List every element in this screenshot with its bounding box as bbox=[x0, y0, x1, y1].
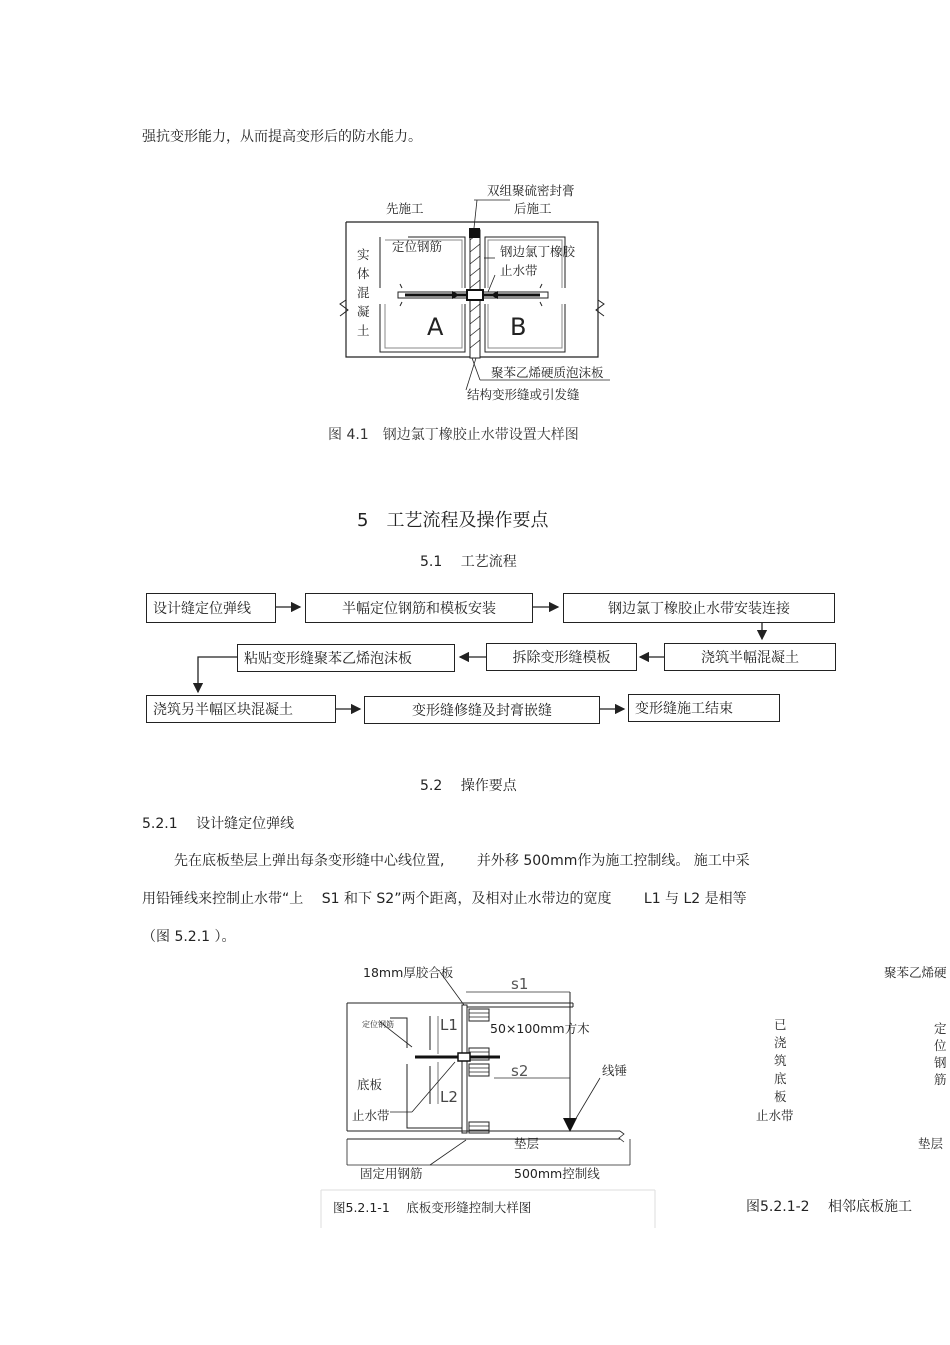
fig522-positioning-char: 位 bbox=[934, 1038, 947, 1053]
fig521-cushion-label: 垫层 bbox=[514, 1136, 540, 1151]
flow-step-1: 设计缝定位弹线 bbox=[146, 593, 276, 623]
flow-step-4: 浇筑半幅混凝土 bbox=[664, 643, 836, 671]
fig522-positioning-char: 定 bbox=[934, 1021, 947, 1036]
paragraph-line-3: （图 5.2.1 ）。 bbox=[142, 929, 236, 945]
fig522-positioning-char: 钢 bbox=[934, 1055, 947, 1070]
fig521-timber-label: 50×100mm方木 bbox=[490, 1021, 590, 1036]
flow-step-3: 钢边氯丁橡胶止水带安装连接 bbox=[563, 593, 835, 623]
fig41-section-b-label: B bbox=[510, 313, 527, 341]
fig41-section-a-label: A bbox=[427, 313, 444, 341]
intro-text: 强抗变形能力，从而提高变形后的防水能力。 bbox=[142, 129, 422, 145]
flow-step-6: 粘贴变形缝聚苯乙烯泡沫板 bbox=[237, 644, 455, 672]
fig521-fix-bar-label: 固定用钢筋 bbox=[360, 1166, 423, 1181]
fig41-double-seal-label: 双组聚硫密封膏 bbox=[487, 183, 575, 198]
fig521-l1-label: L1 bbox=[440, 1016, 458, 1034]
fig522-caption: 图5.2.1-2 相邻底板施工 bbox=[746, 1199, 913, 1215]
fig522-poured-char: 筑 bbox=[774, 1053, 787, 1068]
paragraph-line-1: 先在底板垫层上弹出每条变形缝中心线位置, 并外移 500mm作为施工控制线。 施工中采 bbox=[174, 853, 750, 869]
section-5-2-title: 5.2 操作要点 bbox=[420, 778, 517, 794]
fig522-waterstop-label: 止水带 bbox=[756, 1108, 794, 1123]
fig521-base-label: 底板 bbox=[357, 1077, 383, 1092]
fig521-waterstop-label: 止水带 bbox=[352, 1108, 390, 1123]
fig41-caption: 图 4.1 钢边氯丁橡胶止水带设置大样图 bbox=[328, 427, 579, 443]
fig41-foam-label: 聚苯乙烯硬质泡沫板 bbox=[491, 365, 604, 380]
fig41-waterstop-label-2: 止水带 bbox=[500, 263, 538, 278]
fig41-solid-concrete-char: 凝 bbox=[357, 304, 370, 319]
fig521-caption: 图5.2.1-1 底板变形缝控制大样图 bbox=[333, 1200, 532, 1215]
fig522-poured-char: 底 bbox=[774, 1071, 787, 1086]
section-5-title: 5 工艺流程及操作要点 bbox=[357, 510, 549, 531]
flow-step-7: 浇筑另半幅区块混凝土 bbox=[146, 695, 336, 723]
fig521-plywood-label: 18mm厚胶合板 bbox=[363, 965, 454, 980]
fig521-s2-label: s2 bbox=[511, 1062, 529, 1080]
flow-step-9: 变形缝施工结束 bbox=[628, 694, 780, 722]
flow-step-8: 变形缝修缝及封膏嵌缝 bbox=[364, 696, 600, 724]
fig521-plumb-label: 线锤 bbox=[602, 1063, 628, 1078]
fig41-later-label: 后施工 bbox=[514, 201, 552, 216]
fig522-poured-char: 板 bbox=[774, 1089, 787, 1104]
fig41-joint-label: 结构变形缝或引发缝 bbox=[467, 387, 580, 402]
fig521-positioning-bar-label: 定位钢筋 bbox=[362, 1020, 394, 1029]
fig41-solid-concrete-char: 土 bbox=[357, 323, 370, 338]
fig521-l2-label: L2 bbox=[440, 1088, 458, 1106]
fig41-solid-concrete-char: 实 bbox=[357, 247, 370, 262]
fig41-positioning-bar-label: 定位钢筋 bbox=[392, 239, 443, 254]
flow-step-2: 半幅定位钢筋和模板安装 bbox=[305, 593, 533, 623]
fig41-solid-concrete-char: 混 bbox=[357, 285, 370, 300]
paragraph-line-2: 用铅锤线来控制止水带“上 S1 和下 S2”两个距离，及相对止水带边的宽度 L1 与 L2 是相等 bbox=[142, 891, 747, 907]
fig521-control-line-label: 500mm控制线 bbox=[514, 1166, 600, 1181]
fig522-cushion-label: 垫层 bbox=[918, 1136, 944, 1151]
fig522-positioning-char: 筋 bbox=[934, 1072, 947, 1087]
section-5-2-1-title: 5.2.1 设计缝定位弹线 bbox=[142, 816, 295, 832]
fig522-poured-char: 已 bbox=[774, 1017, 787, 1032]
fig521-s1-label: s1 bbox=[511, 975, 529, 993]
section-5-1-title: 5.1 工艺流程 bbox=[420, 554, 517, 570]
fig522-foam-label: 聚苯乙烯硬 bbox=[884, 965, 947, 980]
flow-step-5: 拆除变形缝模板 bbox=[486, 643, 637, 671]
fig41-first-label: 先施工 bbox=[386, 201, 424, 216]
fig522-poured-char: 浇 bbox=[774, 1035, 787, 1050]
fig41-solid-concrete-char: 体 bbox=[357, 266, 370, 281]
fig41-waterstop-label-1: 钢边氯丁橡胶 bbox=[500, 244, 576, 259]
